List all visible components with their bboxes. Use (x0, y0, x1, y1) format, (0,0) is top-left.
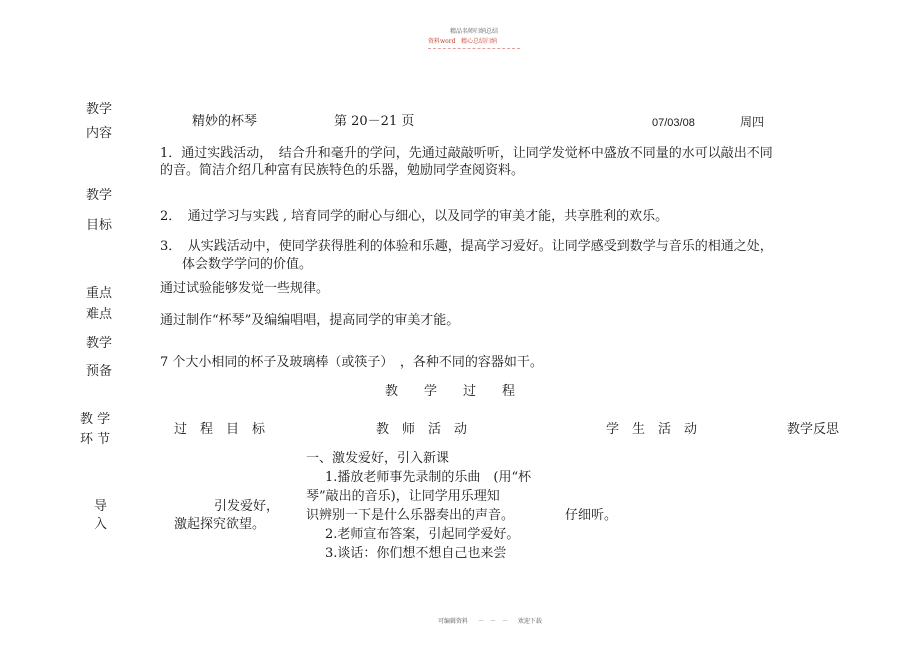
stage-intro-2: 入 (94, 517, 108, 532)
goal-1-line-1: 1．通过实践活动， 结合升和毫升的学问，先通过敲敲听听，让同学发觉杯中盛放不同量的水可以敲出不同 (160, 146, 773, 161)
goal-intro-1: 引发爱好， (214, 499, 280, 514)
footer-left: 可编辑资料 (438, 618, 469, 625)
label-keypoints-1: 重点 (86, 286, 113, 301)
label-goals-1: 教学 (86, 188, 113, 203)
label-goals-2: 目标 (86, 218, 113, 233)
stage-intro-1: 导 (94, 499, 108, 514)
header-divider (428, 48, 520, 49)
header-top-line: 精品名师归纳总结 (450, 28, 499, 35)
label-prep-1: 教学 (86, 336, 113, 351)
label-prep-2: 预备 (86, 364, 113, 379)
goal-1-line-2: 的音。简洁介绍几种富有民族特色的乐器，勉励同学查阅资料。 (160, 163, 525, 178)
keypoint-line-2: 通过制作“杯琴”及编编唱唱，提高同学的审美才能。 (160, 313, 460, 328)
label-content-2: 内容 (86, 126, 113, 141)
col-student: 学 生 活 动 (606, 422, 698, 437)
col-stage-1: 教 学 (80, 412, 111, 427)
col-reflect: 教学反思 (787, 422, 840, 437)
goal-3-line-1: 3． 从实践活动中，使同学获得胜利的体验和乐趣，提高学习爱好。让同学感受到数学与音乐的相通之处， (160, 239, 773, 254)
teacher-line-4: 识辨别一下是什么乐器奏出的声音。 (306, 508, 515, 523)
header-sub-left: 资料word (428, 38, 456, 45)
lesson-weekday: 周四 (740, 115, 765, 129)
process-title: 教 学 过 程 (385, 384, 516, 399)
col-teacher: 教 师 活 动 (376, 422, 468, 437)
footer (438, 618, 550, 626)
goal-intro-2: 激起探究欲望。 (174, 517, 266, 532)
label-keypoints-2: 难点 (86, 307, 113, 322)
goal-2: 2． 通过学习与实践 , 培育同学的耐心与细心，以及同学的审美才能，共享胜利的欢乐。 (160, 209, 669, 224)
lesson-pages: 第 20－21 页 (334, 114, 415, 129)
goal-3-line-2: 体会数学学问的价值。 (182, 257, 313, 272)
col-stage-2: 环 节 (80, 432, 111, 447)
teacher-line-6: 3.谈话：你们想不想自己也来尝 (325, 546, 507, 561)
lesson-date: 07/03/08 (652, 117, 695, 129)
header-sub-right: 精心总结归纳 (461, 38, 498, 45)
footer-dashes: － － － (477, 618, 508, 625)
prep-text: 7 个大小相同的杯子及玻璃棒（或筷子） ，各种不同的容器如干。 (160, 355, 543, 370)
teacher-line-1: 一、激发爱好，引入新课 (306, 451, 450, 466)
teacher-line-5: 2.老师宣布答案，引起同学爱好。 (325, 527, 520, 542)
keypoint-line-1: 通过试验能够发觉一些规律。 (160, 281, 330, 296)
teacher-line-2: 1.播放老师事先录制的乐曲 (用“杯 (325, 470, 532, 485)
lesson-title: 精妙的杯琴 (192, 114, 258, 129)
teacher-line-3: 琴”敲出的音乐)，让同学用乐理知 (306, 489, 500, 504)
label-content-1: 教学 (86, 102, 113, 117)
footer-right: 欢迎下载 (517, 618, 542, 625)
col-goal: 过 程 目 标 (174, 422, 266, 437)
student-intro-1: 仔细听。 (565, 508, 618, 523)
